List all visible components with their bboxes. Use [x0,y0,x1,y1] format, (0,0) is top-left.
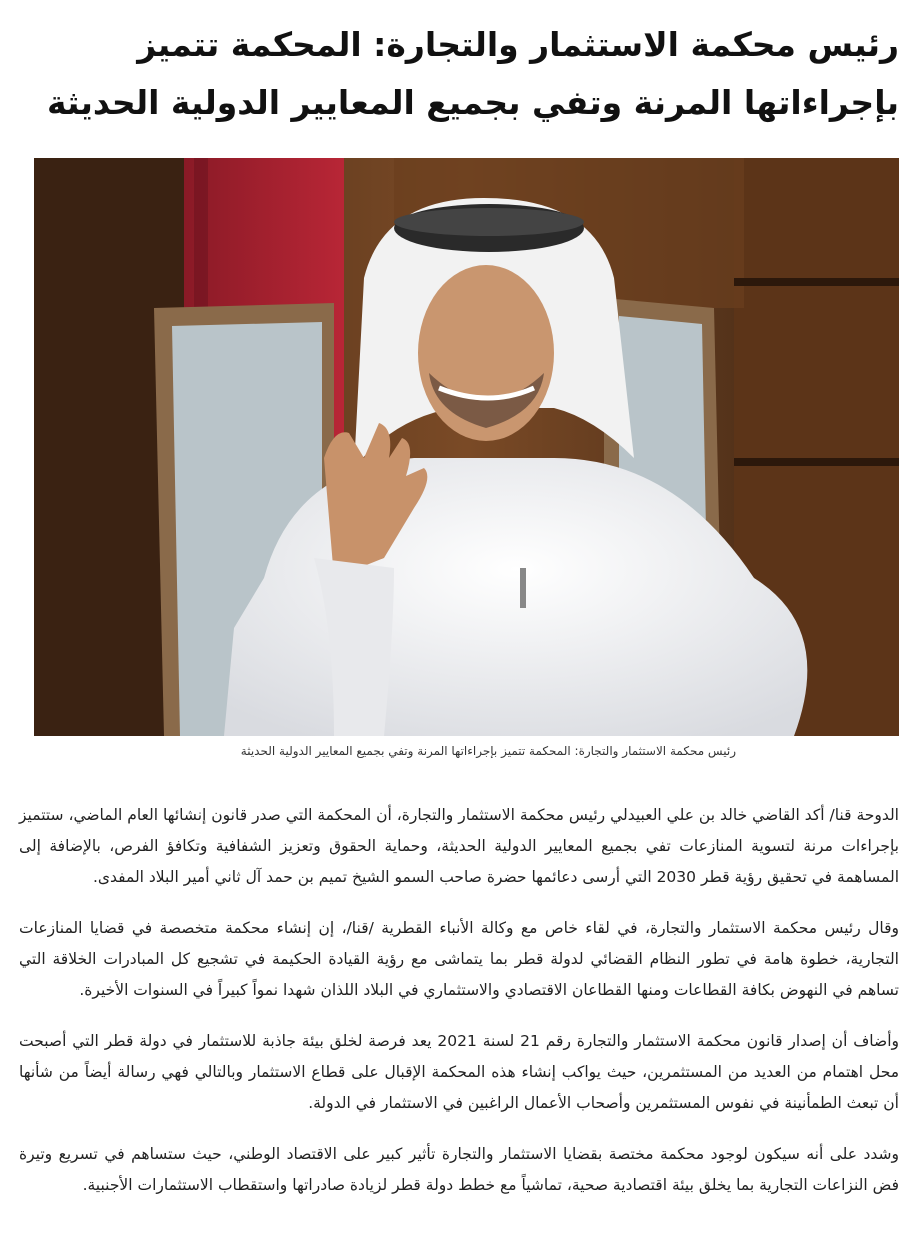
article-paragraph: الدوحة قنا/ أكد القاضي خالد بن علي العبيدلي رئيس محكمة الاستثمار والتجارة، أن المحكمة التي صدر قانون إنشائها العام الماضي، ستتميز بإجراءات مرنة لتسوية المنازعات تفي بجميع المعايير الدولية الحديثة، وحماية الحقوق وتعزيز الشفافية وتكافؤ الفرص، بالإضافة إلى المساهمة في تحقيق رؤية قطر 2030 التي أرسى دعائمها حضرة صاحب السمو الشيخ تميم بن حمد آل ثاني أمير البلاد المفدى. [19,806,899,886]
article-photo [34,158,899,736]
article-paragraph: وقال رئيس محكمة الاستثمار والتجارة، في لقاء خاص مع وكالة الأنباء القطرية /قنا/، إن إنشاء محكمة متخصصة في قضايا المنازعات التجارية، خطوة هامة في تطور النظام القضائي لدولة قطر بما يتماشى مع رؤية القيادة الحكيمة في تشجيع كل المبادرات الخلاقة التي تساهم في النهوض بكافة القطاعات ومنها القطاعان الاقتصادي والاستثماري في البلاد اللذان شهدا نمواً كبيراً في السنوات الأخيرة. [19,919,899,999]
article-paragraph: وأضاف أن إصدار قانون محكمة الاستثمار والتجارة رقم 21 لسنة 2021 يعد فرصة لخلق بيئة جاذبة للاستثمار في دولة قطر التي أصبحت محل اهتمام من العديد من المستثمرين، حيث يواكب إنشاء هذه المحكمة الإقبال على قطاع الاستثمار وبالتالي فهي رسالة أيضاً من شأنها أن تبعث الطمأنينة في نفوس المستثمرين وأصحاب الأعمال الراغبين في الاستثمار في الدولة. [19,1032,899,1112]
article-paragraph: وشدد على أنه سيكون لوجود محكمة مختصة بقضايا الاستثمار والتجارة تأثير كبير على الاقتصاد الوطني، حيث ستساهم في تسريع وتيرة فض النزاعات التجارية بما يخلق بيئة اقتصادية صحية، تماشياً مع خطط دولة قطر لزيادة صادراتها واستقطاب الاستثمارات الأجنبية. [19,1145,899,1194]
image-caption: رئيس محكمة الاستثمار والتجارة: المحكمة تتميز بإجراءاتها المرنة وتفي بجميع المعايير الدولية الحديثة [240,744,736,758]
article-headline: رئيس محكمة الاستثمار والتجارة: المحكمة تتميز بإجراءاتها المرنة وتفي بجميع المعايير الدولية الحديثة [46,25,899,122]
photo-illustration [34,158,899,736]
article-body [19,800,899,1221]
